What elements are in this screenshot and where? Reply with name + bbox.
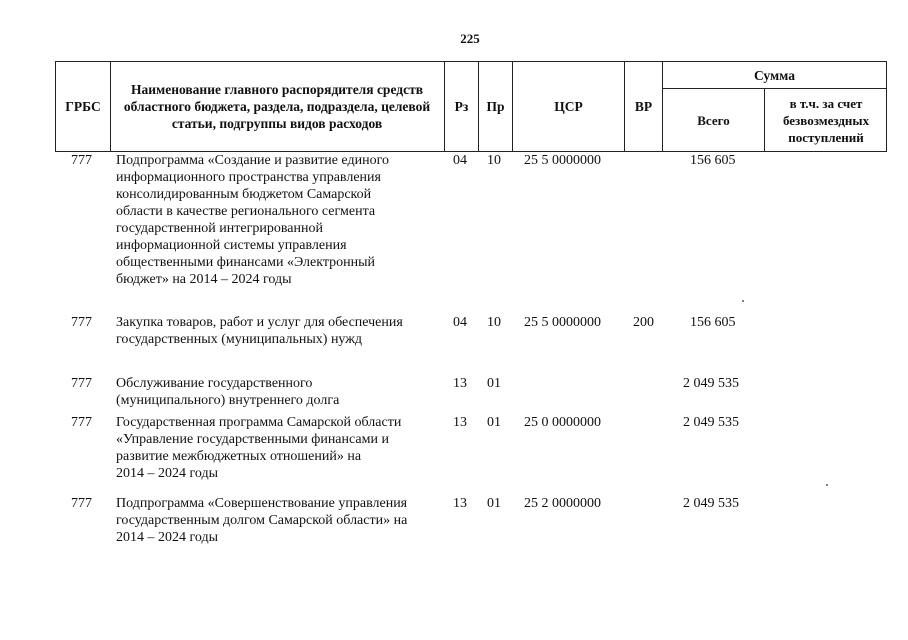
- cell-total: 156 605: [690, 315, 736, 330]
- cell-rz: 04: [453, 153, 467, 168]
- cell-name-line: общественными финансами «Электронный: [116, 255, 376, 270]
- cell-name-line: «Управление государственными финансами и: [116, 432, 389, 447]
- cell-name-line: информационного пространства управления: [116, 170, 381, 185]
- page-number: 225: [460, 31, 480, 46]
- cell-csr: 25 0 0000000: [524, 415, 601, 430]
- cell-name-line: бюджет» на 2014 – 2024 годы: [116, 272, 292, 287]
- cell-csr: 25 2 0000000: [524, 496, 601, 511]
- cell-rz: 13: [453, 376, 467, 391]
- header-vr: ВР: [634, 99, 653, 114]
- cell-total: 2 049 535: [683, 496, 739, 511]
- col-border-right: [886, 61, 887, 152]
- cell-name-line: Обслуживание государственного: [116, 376, 313, 391]
- cell-grbs: 777: [71, 315, 92, 330]
- cell-rz: 13: [453, 496, 467, 511]
- col-border-total: [764, 88, 765, 152]
- cell-pr: 10: [487, 153, 501, 168]
- scan-speck: [742, 300, 744, 302]
- cell-pr: 10: [487, 315, 501, 330]
- cell-name-line: информационной системы управления: [116, 238, 347, 253]
- header-sum: Сумма: [753, 67, 796, 83]
- header-rz: Рз: [454, 99, 469, 114]
- cell-name-line: Подпрограмма «Создание и развитие единого: [116, 153, 389, 168]
- scan-speck: [826, 484, 828, 486]
- cell-pr: 01: [487, 415, 501, 430]
- cell-vr: 200: [633, 315, 654, 330]
- cell-name-line: Государственная программа Самарской области: [116, 415, 402, 430]
- cell-pr: 01: [487, 496, 501, 511]
- cell-name-line: 2014 – 2024 годы: [116, 466, 219, 481]
- cell-csr: 25 5 0000000: [524, 315, 601, 330]
- cell-name-line: (муниципального) внутреннего долга: [116, 393, 340, 408]
- cell-pr: 01: [487, 376, 501, 391]
- header-csr: ЦСР: [554, 99, 583, 114]
- cell-grbs: 777: [71, 496, 92, 511]
- cell-name-line: государственных (муниципальных) нужд: [116, 332, 363, 347]
- cell-total: 2 049 535: [683, 376, 739, 391]
- cell-name-line: 2014 – 2024 годы: [116, 530, 219, 545]
- cell-grbs: 777: [71, 153, 92, 168]
- cell-name-line: государственным долгом Самарской области» на: [116, 513, 408, 528]
- cell-name-line: консолидированным бюджетом Самарской: [116, 187, 372, 202]
- cell-grbs: 777: [71, 376, 92, 391]
- cell-name-line: государственной интегрированной: [116, 221, 323, 236]
- header-gratuitous: в т.ч. за счет безвозмездных поступлений: [782, 95, 870, 145]
- header-grbs: ГРБС: [65, 99, 101, 114]
- header-name: Наименование главного распорядителя средств областного бюджета, раздела, подраздела, целевой статьи, подгруппы видов расходов: [123, 82, 431, 131]
- cell-csr: 25 5 0000000: [524, 153, 601, 168]
- header-total: Всего: [697, 112, 730, 128]
- cell-grbs: 777: [71, 415, 92, 430]
- cell-name-line: развитие межбюджетных отношений» на: [116, 449, 362, 464]
- cell-name-line: Закупка товаров, работ и услуг для обеспечения: [116, 315, 403, 330]
- col-border-grbs: [110, 61, 111, 152]
- header-pr: Пр: [486, 99, 505, 114]
- cell-name-line: области в качестве регионального сегмента: [116, 204, 376, 219]
- cell-name-line: Подпрограмма «Совершенствование управления: [116, 496, 408, 511]
- cell-total: 156 605: [690, 153, 736, 168]
- cell-rz: 04: [453, 315, 467, 330]
- cell-rz: 13: [453, 415, 467, 430]
- cell-total: 2 049 535: [683, 415, 739, 430]
